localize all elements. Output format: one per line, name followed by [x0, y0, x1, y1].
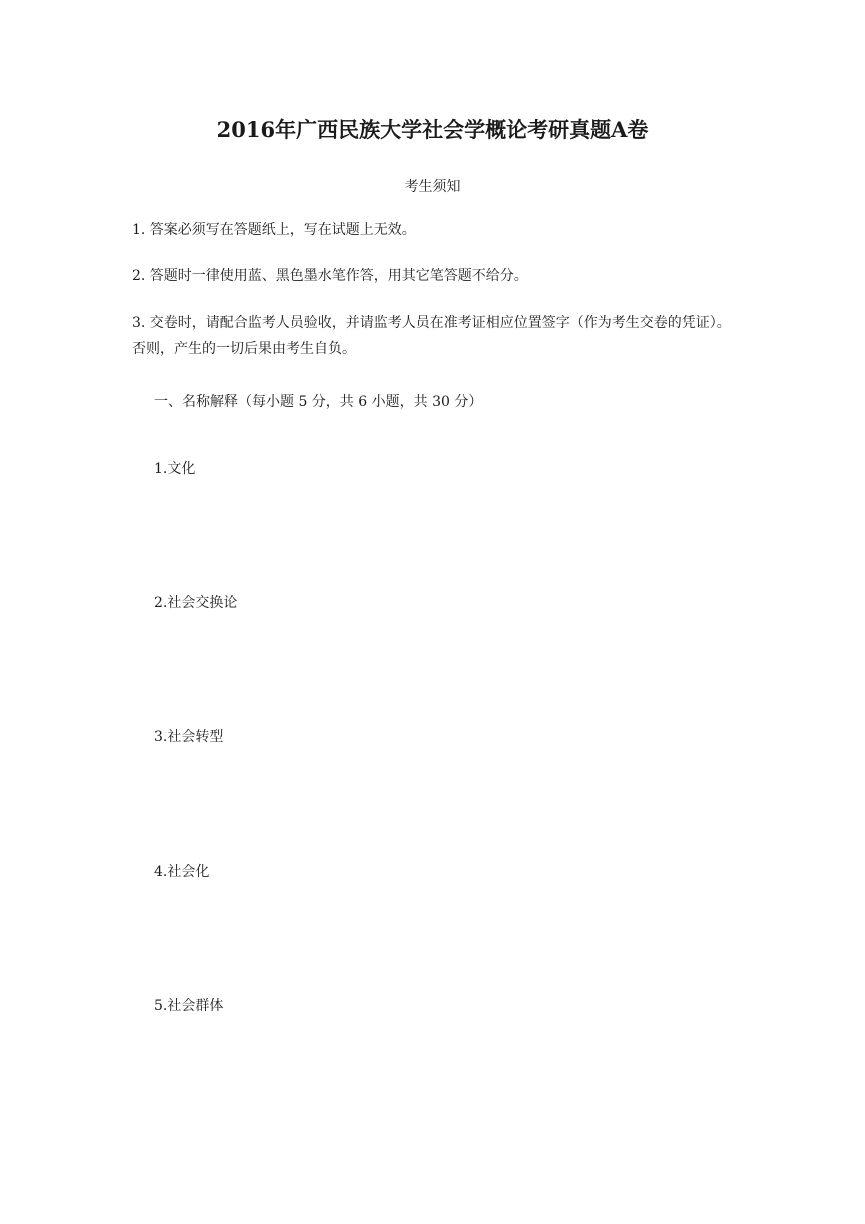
notice-heading: 考生须知 — [404, 179, 461, 195]
question-item: 3.社会转型 — [154, 729, 224, 745]
rule-item: 2. 答题时一律使用蓝、黑色墨水笔作答，用其它笔答题不给分。 — [132, 268, 528, 284]
question-item: 5.社会群体 — [154, 998, 224, 1014]
question-item: 2.社会交换论 — [154, 595, 238, 611]
rule-item: 3. 交卷时，请配合监考人员验收，并请监考人员在准考证相应位置签字（作为考生交卷的凭证）。否则，产生的一切后果由考生自负。 — [132, 315, 731, 357]
section-title: 一、名称解释（每小题 5 分，共 6 小题，共 30 分） — [154, 394, 483, 410]
document-title: 2016年广西民族大学社会学概论考研真题A卷 — [216, 117, 649, 142]
question-item: 1.文化 — [154, 461, 196, 477]
rule-item: 1. 答案必须写在答题纸上，写在试题上无效。 — [132, 222, 416, 238]
question-item: 4.社会化 — [154, 864, 210, 880]
